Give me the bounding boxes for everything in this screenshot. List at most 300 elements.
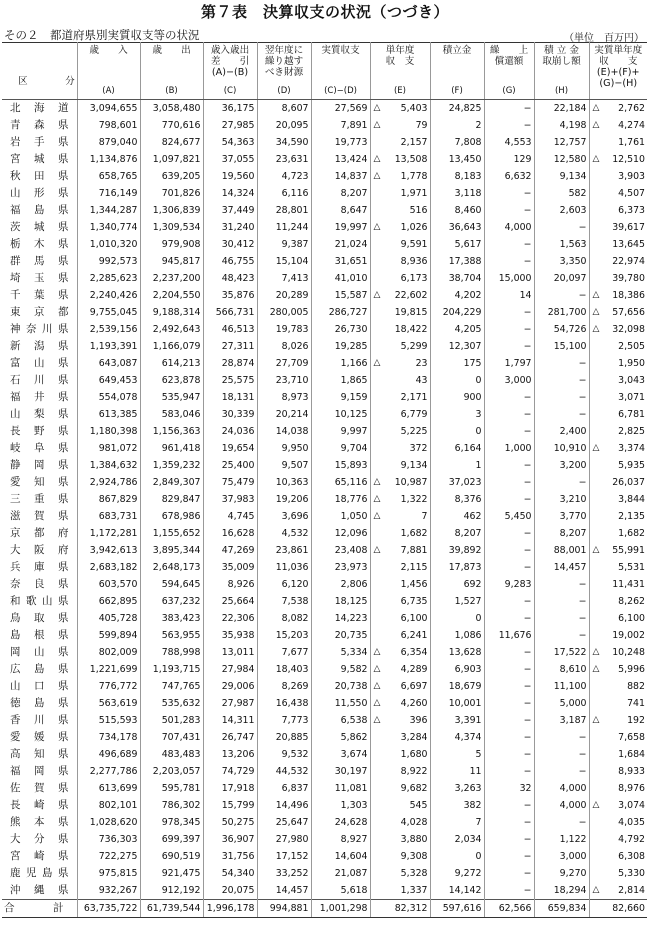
cell-value: 22,184: [553, 103, 587, 114]
table-cell: [534, 542, 589, 559]
table-cell: [370, 610, 430, 627]
cell-value: 9,591: [400, 239, 428, 250]
cell-value: −: [523, 817, 532, 828]
table-cell: [484, 865, 534, 882]
column-header-10: [589, 43, 647, 100]
table-cell: [203, 848, 257, 865]
table-cell: [203, 746, 257, 763]
table-row: [2, 338, 647, 355]
table-cell: [534, 151, 589, 168]
table-cell: [430, 508, 484, 525]
table-cell: [77, 831, 140, 848]
table-cell: [484, 474, 534, 491]
cell-value: −: [523, 885, 532, 896]
table-cell: [257, 185, 311, 202]
table-cell: [203, 219, 257, 236]
cell-value: 15,893: [334, 460, 368, 471]
cell-value: 3,391: [454, 715, 482, 726]
prefecture-name: [2, 729, 77, 746]
cell-value: 662,895: [98, 596, 138, 607]
prefecture-name-chars: 滋 賀 県: [10, 510, 69, 522]
table-cell: [77, 202, 140, 219]
cell-value: 867,829: [98, 494, 138, 505]
table-row: [2, 372, 647, 389]
column-header-5: [311, 43, 370, 100]
table-cell: [534, 525, 589, 542]
cell-value: 678,986: [161, 511, 201, 522]
table-cell: [140, 746, 203, 763]
cell-value: −: [523, 426, 532, 437]
cell-value: 19,783: [275, 324, 309, 335]
table-cell: [140, 236, 203, 253]
cell-value: 54,363: [221, 137, 255, 148]
table-row: [2, 457, 647, 474]
cell-value: 8,933: [618, 766, 645, 777]
cell-value: 37,449: [221, 205, 255, 216]
cell-value: 614,213: [161, 358, 201, 369]
cell-value: 88,001: [553, 545, 587, 556]
table-cell: [140, 525, 203, 542]
table-cell: [140, 848, 203, 865]
cell-value: 19,285: [334, 341, 368, 352]
cell-value: 20,289: [275, 290, 309, 301]
table-cell: [370, 185, 430, 202]
table-cell: [589, 780, 647, 797]
table-cell: [203, 610, 257, 627]
table-cell: [203, 440, 257, 457]
table-cell: [589, 610, 647, 627]
cell-value: 4,532: [281, 528, 309, 539]
table-cell: [534, 100, 589, 118]
cell-value: 3,696: [281, 511, 309, 522]
table-cell: [257, 406, 311, 423]
table-cell: [203, 542, 257, 559]
table-row: [2, 270, 647, 287]
table-row: [2, 321, 647, 338]
table-cell: [257, 270, 311, 287]
column-header-3: [203, 43, 257, 100]
table-cell: [589, 695, 647, 712]
cell-value: 692: [463, 579, 482, 590]
table-cell: [370, 712, 430, 729]
table-cell: [534, 865, 589, 882]
table-cell: [77, 865, 140, 882]
table-cell: [203, 100, 257, 118]
cell-value: −: [578, 222, 587, 233]
table-row: [2, 695, 647, 712]
table-row: [2, 848, 647, 865]
cell-value: 20,885: [275, 732, 309, 743]
table-cell: [203, 763, 257, 780]
table-cell: [77, 185, 140, 202]
table-cell: [203, 321, 257, 338]
table-cell: [430, 797, 484, 814]
cell-value: −: [578, 375, 587, 386]
cell-value: 945,817: [161, 256, 201, 267]
cell-value: 13,011: [221, 647, 255, 658]
cell-value: 595,781: [161, 783, 201, 794]
table-cell: [77, 763, 140, 780]
prefecture-name: [2, 117, 77, 134]
cell-value: 8,026: [281, 341, 309, 352]
cell-value: 18,776: [334, 494, 368, 505]
cell-value: 36,643: [448, 222, 482, 233]
table-row: [2, 236, 647, 253]
table-cell: [534, 593, 589, 610]
table-cell: [257, 423, 311, 440]
cell-value: −: [523, 664, 532, 675]
prefecture-name-chars: 群 馬 県: [10, 255, 69, 267]
prefecture-name-chars: 山 形 県: [10, 187, 69, 199]
cell-value: 4,205: [454, 324, 482, 335]
table-row: [2, 729, 647, 746]
cell-value: −: [523, 698, 532, 709]
cell-value: 2,115: [400, 562, 428, 573]
table-cell: [203, 729, 257, 746]
table-cell: [257, 644, 311, 661]
cell-value: 22,602: [394, 290, 428, 301]
table-cell: [370, 321, 430, 338]
table-cell: [257, 457, 311, 474]
prefecture-name: [2, 134, 77, 151]
column-header-label: 歳 入: [89, 45, 128, 56]
cell-value: 4,260: [400, 698, 428, 709]
prefecture-name: [2, 593, 77, 610]
prefecture-name: [2, 287, 77, 304]
table-cell: [430, 729, 484, 746]
table-cell: [484, 372, 534, 389]
cell-value: 8,183: [454, 171, 482, 182]
table-cell: [77, 797, 140, 814]
cell-value: 10,001: [448, 698, 482, 709]
cell-value: 4,553: [504, 137, 532, 148]
table-cell: [534, 780, 589, 797]
table-cell: [140, 202, 203, 219]
table-cell: [311, 134, 370, 151]
cell-value: −: [578, 766, 587, 777]
table-cell: [77, 848, 140, 865]
table-cell: [203, 661, 257, 678]
cell-value: 10,125: [334, 409, 368, 420]
table-cell: [257, 253, 311, 270]
table-cell: [77, 236, 140, 253]
cell-value: 5,330: [618, 868, 645, 879]
table-cell: [203, 202, 257, 219]
cell-value: 1,684: [618, 749, 645, 760]
table-cell: [589, 831, 647, 848]
table-cell: [484, 406, 534, 423]
cell-value: 582: [568, 188, 587, 199]
table-cell: [534, 287, 589, 304]
cell-value: 4,374: [454, 732, 482, 743]
table-cell: [370, 831, 430, 848]
table-cell: [140, 423, 203, 440]
table-cell: [430, 185, 484, 202]
table-cell: [311, 831, 370, 848]
prefecture-name-chars: 岩 手 県: [10, 136, 69, 148]
table-cell: [257, 900, 311, 918]
table-cell: [203, 797, 257, 814]
table-cell: [257, 202, 311, 219]
table-cell: [534, 117, 589, 134]
table-cell: [370, 406, 430, 423]
cell-value: 1,865: [340, 375, 368, 386]
table-cell: [534, 372, 589, 389]
table-cell: [534, 729, 589, 746]
cell-value: 2,505: [618, 341, 645, 352]
page-title: 第７表 決算収支の状況（つづき）: [200, 3, 449, 21]
cell-value: 28,874: [221, 358, 255, 369]
cell-value: 3,880: [400, 834, 428, 845]
table-cell: [203, 712, 257, 729]
cell-value: −: [523, 120, 532, 131]
cell-value: 24,628: [334, 817, 368, 828]
table-cell: [589, 440, 647, 457]
cell-value: 2,171: [400, 392, 428, 403]
cell-value: 39,780: [612, 273, 645, 284]
cell-value: 9,582: [340, 664, 368, 675]
table-cell: [589, 661, 647, 678]
table-cell: [77, 389, 140, 406]
prefecture-name-chars: 北 海 道: [10, 102, 69, 114]
table-cell: [484, 236, 534, 253]
cell-value: 594,645: [161, 579, 201, 590]
table-cell: [484, 253, 534, 270]
table-cell: [484, 831, 534, 848]
table-cell: [257, 100, 311, 118]
cell-value: 1,337: [400, 885, 428, 896]
table-cell: [534, 882, 589, 900]
table-cell: [77, 168, 140, 185]
cell-value: 17,873: [448, 562, 482, 573]
table-cell: [430, 593, 484, 610]
cell-value: 16,628: [221, 528, 255, 539]
prefecture-name: [2, 304, 77, 321]
cell-value: 6,538: [340, 715, 368, 726]
cell-value: 2,539,156: [89, 324, 138, 335]
cell-value: 1,028,620: [89, 817, 138, 828]
table-cell: [77, 151, 140, 168]
table-cell: [430, 576, 484, 593]
cell-value: 14,324: [221, 188, 255, 199]
table-cell: [311, 406, 370, 423]
table-row: [2, 185, 647, 202]
negative-marker-icon: △: [592, 154, 600, 164]
cell-value: 6,173: [400, 273, 428, 284]
table-cell: [203, 695, 257, 712]
prefecture-name: [2, 525, 77, 542]
table-cell: [430, 321, 484, 338]
table-row: [2, 423, 647, 440]
prefecture-name-chars: 神 奈 川 県: [10, 323, 69, 335]
cell-value: 23,631: [275, 154, 309, 165]
table-cell: [140, 151, 203, 168]
table-cell: [534, 185, 589, 202]
table-cell: [370, 304, 430, 321]
cell-value: 7,891: [340, 120, 368, 131]
prefecture-name-chars: 愛 媛 県: [10, 731, 69, 743]
cell-value: 3,000: [559, 851, 587, 862]
table-cell: [534, 695, 589, 712]
table-cell: [484, 661, 534, 678]
cell-value: 25,664: [221, 596, 255, 607]
cell-value: 405,728: [98, 613, 138, 624]
cell-value: 54,726: [553, 324, 587, 335]
cell-value: 1,221,699: [89, 664, 138, 675]
table-cell: [430, 168, 484, 185]
table-cell: [370, 508, 430, 525]
cell-value: −: [578, 613, 587, 624]
prefecture-name: [2, 661, 77, 678]
table-cell: [140, 797, 203, 814]
table-cell: [77, 508, 140, 525]
cell-value: 19,997: [334, 222, 368, 233]
table-cell: [140, 900, 203, 918]
table-cell: [311, 712, 370, 729]
table-cell: [77, 644, 140, 661]
table-cell: [370, 202, 430, 219]
prefecture-name: [2, 712, 77, 729]
table-cell: [484, 814, 534, 831]
cell-value: 82,312: [394, 903, 428, 914]
table-cell: [140, 678, 203, 695]
table-cell: [203, 525, 257, 542]
cell-value: 8,262: [618, 596, 645, 607]
cell-value: 3,118: [454, 188, 482, 199]
cell-value: 3,187: [559, 715, 587, 726]
cell-value: 1,166: [340, 358, 368, 369]
cell-value: 690,519: [161, 851, 201, 862]
table-cell: [589, 848, 647, 865]
cell-value: 24,825: [448, 103, 482, 114]
prefecture-name: [2, 695, 77, 712]
table-cell: [589, 338, 647, 355]
cell-value: 563,955: [161, 630, 201, 641]
cell-value: 0: [475, 613, 482, 624]
column-header-label: 歳 出: [152, 45, 191, 56]
cell-value: 1,344,287: [89, 205, 138, 216]
cell-value: 1,050: [340, 511, 368, 522]
prefecture-name-chars: 岡 山 県: [10, 646, 69, 658]
table-cell: [484, 678, 534, 695]
cell-value: 2: [475, 120, 482, 131]
settlement-table: [2, 42, 647, 918]
table-cell: [589, 542, 647, 559]
cell-value: 23,861: [275, 545, 309, 556]
table-cell: [311, 661, 370, 678]
prefecture-name-chars: 京 都 府: [10, 527, 69, 539]
cell-value: 13,628: [448, 647, 482, 658]
cell-value: 2,849,307: [152, 477, 201, 488]
table-cell: [589, 814, 647, 831]
table-cell: [484, 627, 534, 644]
cell-value: 4,289: [400, 664, 428, 675]
column-header-label: 繰 上 償還額: [489, 45, 529, 67]
table-cell: [257, 831, 311, 848]
table-cell: [430, 882, 484, 900]
table-cell: [370, 134, 430, 151]
table-cell: [370, 253, 430, 270]
cell-value: −: [523, 460, 532, 471]
table-cell: [203, 627, 257, 644]
cell-value: 1,155,652: [152, 528, 201, 539]
cell-value: 8,973: [281, 392, 309, 403]
cell-value: 770,616: [161, 120, 201, 131]
cell-value: 62,566: [498, 903, 532, 914]
cell-value: 286,727: [328, 307, 368, 318]
cell-value: −: [523, 307, 532, 318]
cell-value: 7,677: [281, 647, 309, 658]
table-cell: [311, 185, 370, 202]
column-header-code: (D): [277, 86, 291, 96]
prefecture-name: [2, 610, 77, 627]
table-cell: [203, 117, 257, 134]
cell-value: 6,120: [281, 579, 309, 590]
table-cell: [140, 559, 203, 576]
table-cell: [140, 287, 203, 304]
cell-value: 14: [519, 290, 532, 301]
cell-value: 19,773: [334, 137, 368, 148]
column-header-label: 区 分: [18, 75, 89, 87]
cell-value: 483,483: [161, 749, 201, 760]
table-cell: [311, 797, 370, 814]
table-cell: [589, 678, 647, 695]
table-row: [2, 406, 647, 423]
cell-value: 12,757: [553, 137, 587, 148]
column-header-2: [140, 43, 203, 100]
column-header-1: [77, 43, 140, 100]
cell-value: 25,400: [221, 460, 255, 471]
cell-value: 33,252: [275, 868, 309, 879]
cell-value: 18,386: [612, 290, 645, 301]
cell-value: 8,922: [400, 766, 428, 777]
prefecture-name: [2, 865, 77, 882]
cell-value: −: [523, 732, 532, 743]
table-cell: [203, 151, 257, 168]
table-cell: [534, 610, 589, 627]
table-cell: [430, 644, 484, 661]
cell-value: 26,747: [221, 732, 255, 743]
cell-value: 6,735: [400, 596, 428, 607]
cell-value: 1,166,079: [152, 341, 201, 352]
table-row: [2, 780, 647, 797]
cell-value: 19,002: [612, 630, 645, 641]
table-cell: [484, 100, 534, 118]
cell-value: 1,303: [340, 800, 368, 811]
cell-value: 776,772: [98, 681, 138, 692]
prefecture-name: [2, 831, 77, 848]
cell-value: 9,704: [340, 443, 368, 454]
negative-marker-icon: △: [373, 664, 381, 674]
cell-value: −: [578, 358, 587, 369]
table-cell: [77, 117, 140, 134]
table-cell: [140, 440, 203, 457]
cell-value: 82,660: [612, 903, 645, 914]
prefecture-name-chars: 愛 知 県: [10, 476, 69, 488]
table-cell: [257, 695, 311, 712]
cell-value: 9,159: [340, 392, 368, 403]
table-cell: [589, 151, 647, 168]
negative-marker-icon: △: [373, 511, 381, 521]
table-cell: [140, 695, 203, 712]
negative-marker-icon: △: [373, 681, 381, 691]
cell-value: −: [523, 766, 532, 777]
table-cell: [257, 678, 311, 695]
cell-value: −: [523, 528, 532, 539]
table-cell: [203, 474, 257, 491]
cell-value: 39,617: [612, 222, 645, 233]
cell-value: 11,081: [334, 783, 368, 794]
